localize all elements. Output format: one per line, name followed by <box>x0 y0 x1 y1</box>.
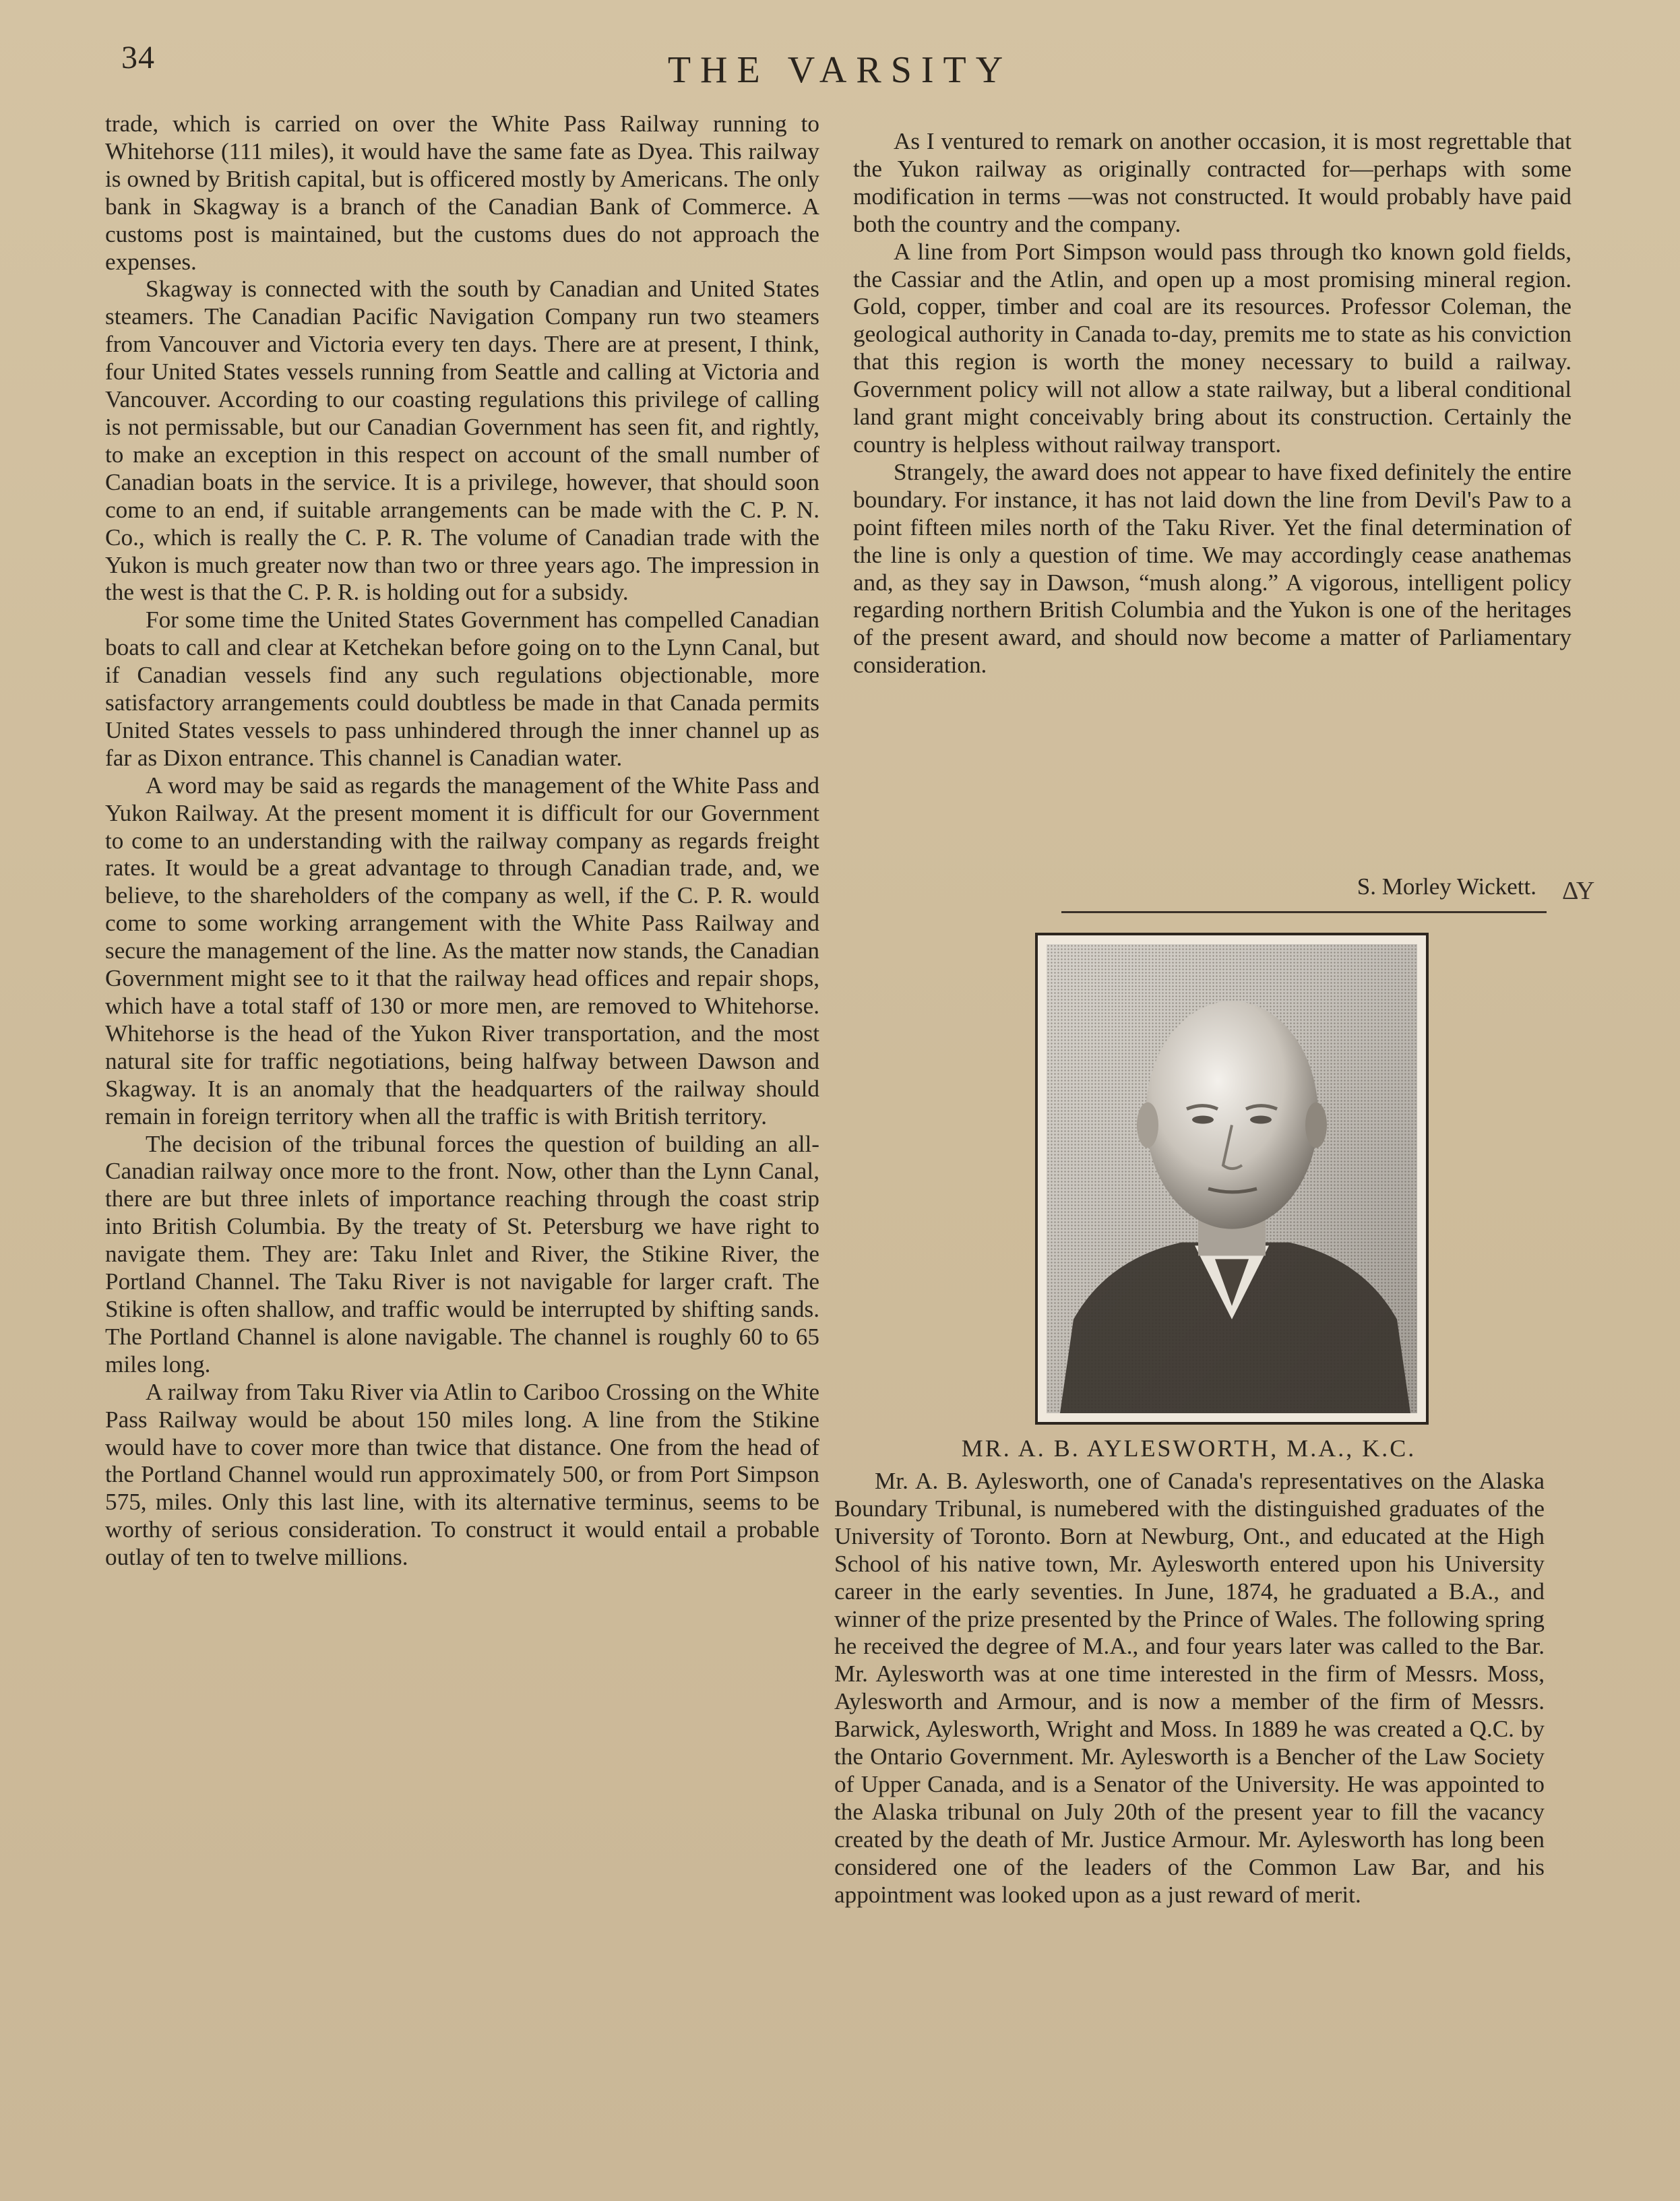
right-paragraph-1: As I ventured to remark on another occasion, it is most regrettable that the Yukon railway as originally contracted for—perhaps with some modification in terms —was not constructed. It would probably have paid both the country and the company. <box>853 128 1572 237</box>
signature-rule <box>1061 911 1547 913</box>
biography-paragraph: Mr. A. B. Aylesworth, one of Canada's representatives on the Alaska Boundary Tribunal, is numebered with the distinguished graduates of the University of Toronto. Born at Newburg, Ont., and educated at the High School of his native town, Mr. Aylesworth entered upon his University career in the early seventies. In June, 1874, he graduated a B.A., and winner of the prize presented by the Prince of Wales. The following spring he received the degree of M.A., and four years later was called to the Bar. Mr. Aylesworth was at one time interested in the firm of Messrs. Moss, Aylesworth and Armour, and is now a member of the firm of Messrs. Barwick, Aylesworth, Wright and Moss. In 1889 he was created a Q.C. by the Ontario Government. Mr. Aylesworth is a Bencher of the Law Society of Upper Canada, and is a Senator of the University. He was appointed to the Alaska tribunal on July 20th of the present year to fill the vacancy created by the death of Mr. Justice Armour. Mr. Aylesworth has long been considered one of the leaders of the Common Law Bar, and his appointment was looked upon as a just reward of merit. <box>834 1468 1545 1908</box>
right-paragraph-3: Strangely, the award does not appear to have fixed definitely the entire boundary. For instance, it has not laid down the line from Devil's Paw to a point fifteen miles north of the Taku River. Yet the final determination of the line is only a question of time. We may accordingly cease anathemas and, as they say in Dawson, “mush along.” A vigorous, intelligent policy regarding northern British Columbia and the Yukon is one of the heritages of the present award, and should now become a matter of Parliamentary consideration. <box>853 458 1572 679</box>
left-paragraph-6: A railway from Taku River via Atlin to Cariboo Crossing on the White Pass Railway would be about 150 miles long. A line from the Stikine would have to cover more than twice that distance. One from the head of the Portland Channel would run approximately 500, or from Port Simpson 575, miles. Only this last line, with its alternative terminus, seems to be worthy of serious consideration. To construct it would entail a probable outlay of ten to twelve millions. <box>105 1378 819 1571</box>
margin-note: ΔΥ <box>1562 877 1595 905</box>
left-paragraph-3: For some time the United States Government has compelled Canadian boats to call and clear at Ketchekan before going on to the Lynn Canal, but if Canadian vessels find any such regulations objectionable, more satisfactory arrangements could doubtless be made in that Canada permits United States vessels to pass unhindered through the inner channel up as far as Dixon entrance. This channel is Canadian water. <box>105 607 819 771</box>
right-paragraph-2: A line from Port Simpson would pass through tko known gold fields, the Cassiar and the Atlin, and open up a most promising mineral region. Gold, copper, timber and coal are its resources. Professor Coleman, the geological authority in Canada to-day, premits me to state as his conviction that this region is worth the money necessary to build a railway. Government policy will not allow a state railway, but a liberal conditional land grant might conceivably bring about its construction. Certainly the country is helpless without railway transport. <box>853 238 1572 458</box>
page-number: 34 <box>121 40 155 75</box>
left-paragraph-4: A word may be said as regards the management of the White Pass and Yukon Railway. At the present moment it is difficult for our Government to come to an understanding with the railway company as regards freight rates. It would be a great advantage to through Canadian trade, and, we believe, to the shareholders of the company as well, if the C. P. R. would come to some working arrangement with the White Pass Railway and secure the management of the line. As the matter now stands, the Canadian Government might see to it that the railway head offices and repair shops, which have a total staff of 130 or more men, are removed to Whitehorse. Whitehorse is the head of the Yukon River transportation, and the most natural site for traffic negotiations, being halfway between Dawson and Skagway. It is an anomaly that the headquarters of the railway should remain in foreign territory when all the traffic is with British territory. <box>105 772 819 1129</box>
left-column <box>105 111 819 1572</box>
running-head: THE VARSITY <box>667 49 1013 91</box>
left-paragraph-1: trade, which is carried on over the White Pass Railway running to Whitehorse (111 miles), it would have the same fate as Dyea. This railway is owned by British capital, but is officered mostly by Americans. The only bank in Skagway is a branch of the Canadian Bank of Commerce. A customs post is maintained, but the customs dues do not approach the expenses. <box>105 111 819 275</box>
left-paragraph-5: The decision of the tribunal forces the question of building an all-Canadian railway once more to the front. Now, other than the Lynn Canal, there are but three inlets of importance reaching through the coast strip into British Columbia. By the treaty of St. Petersburg we have right to navigate them. They are: Taku Inlet and River, the Stikine River, the Portland Channel. The Taku River is not navigable for larger craft. The Stikine is often shallow, and traffic would be interrupted by shifting sands. The Portland Channel is alone navigable. The channel is roughly 60 to 65 miles long. <box>105 1130 819 1377</box>
portrait-photo <box>1047 944 1417 1413</box>
left-paragraph-2: Skagway is connected with the south by Canadian and United States steamers. The Canadian Pacific Navigation Company run two steamers from Vancouver and Victoria every ten days. There are at present, I think, four United States vessels running from Seattle and calling at Victoria and Vancouver. According to our coasting regulations this privilege of calling is not permissable, but our Canadian Government has seen fit, and rightly, to make an exception in this respect on account of the small number of Canadian boats in the service. It is a privilege, however, that should soon come to an end, if suitable arrangements can be made with the C. P. N. Co., which is really the C. P. R. The volume of Canadian trade with the Yukon is much greater now than two or three years ago. The impression in the west is that the C. P. R. is holding out for a subsidy. <box>105 276 819 606</box>
portrait-caption: MR. A. B. AYLESWORTH, M.A., K.C. <box>961 1435 1417 1462</box>
right-column-bottom <box>834 1468 1545 1909</box>
right-column-top <box>853 128 1572 679</box>
portrait-frame <box>1035 933 1429 1425</box>
portrait-illustration <box>1047 944 1417 1413</box>
author-signature: S. Morley Wickett. <box>1357 873 1536 900</box>
